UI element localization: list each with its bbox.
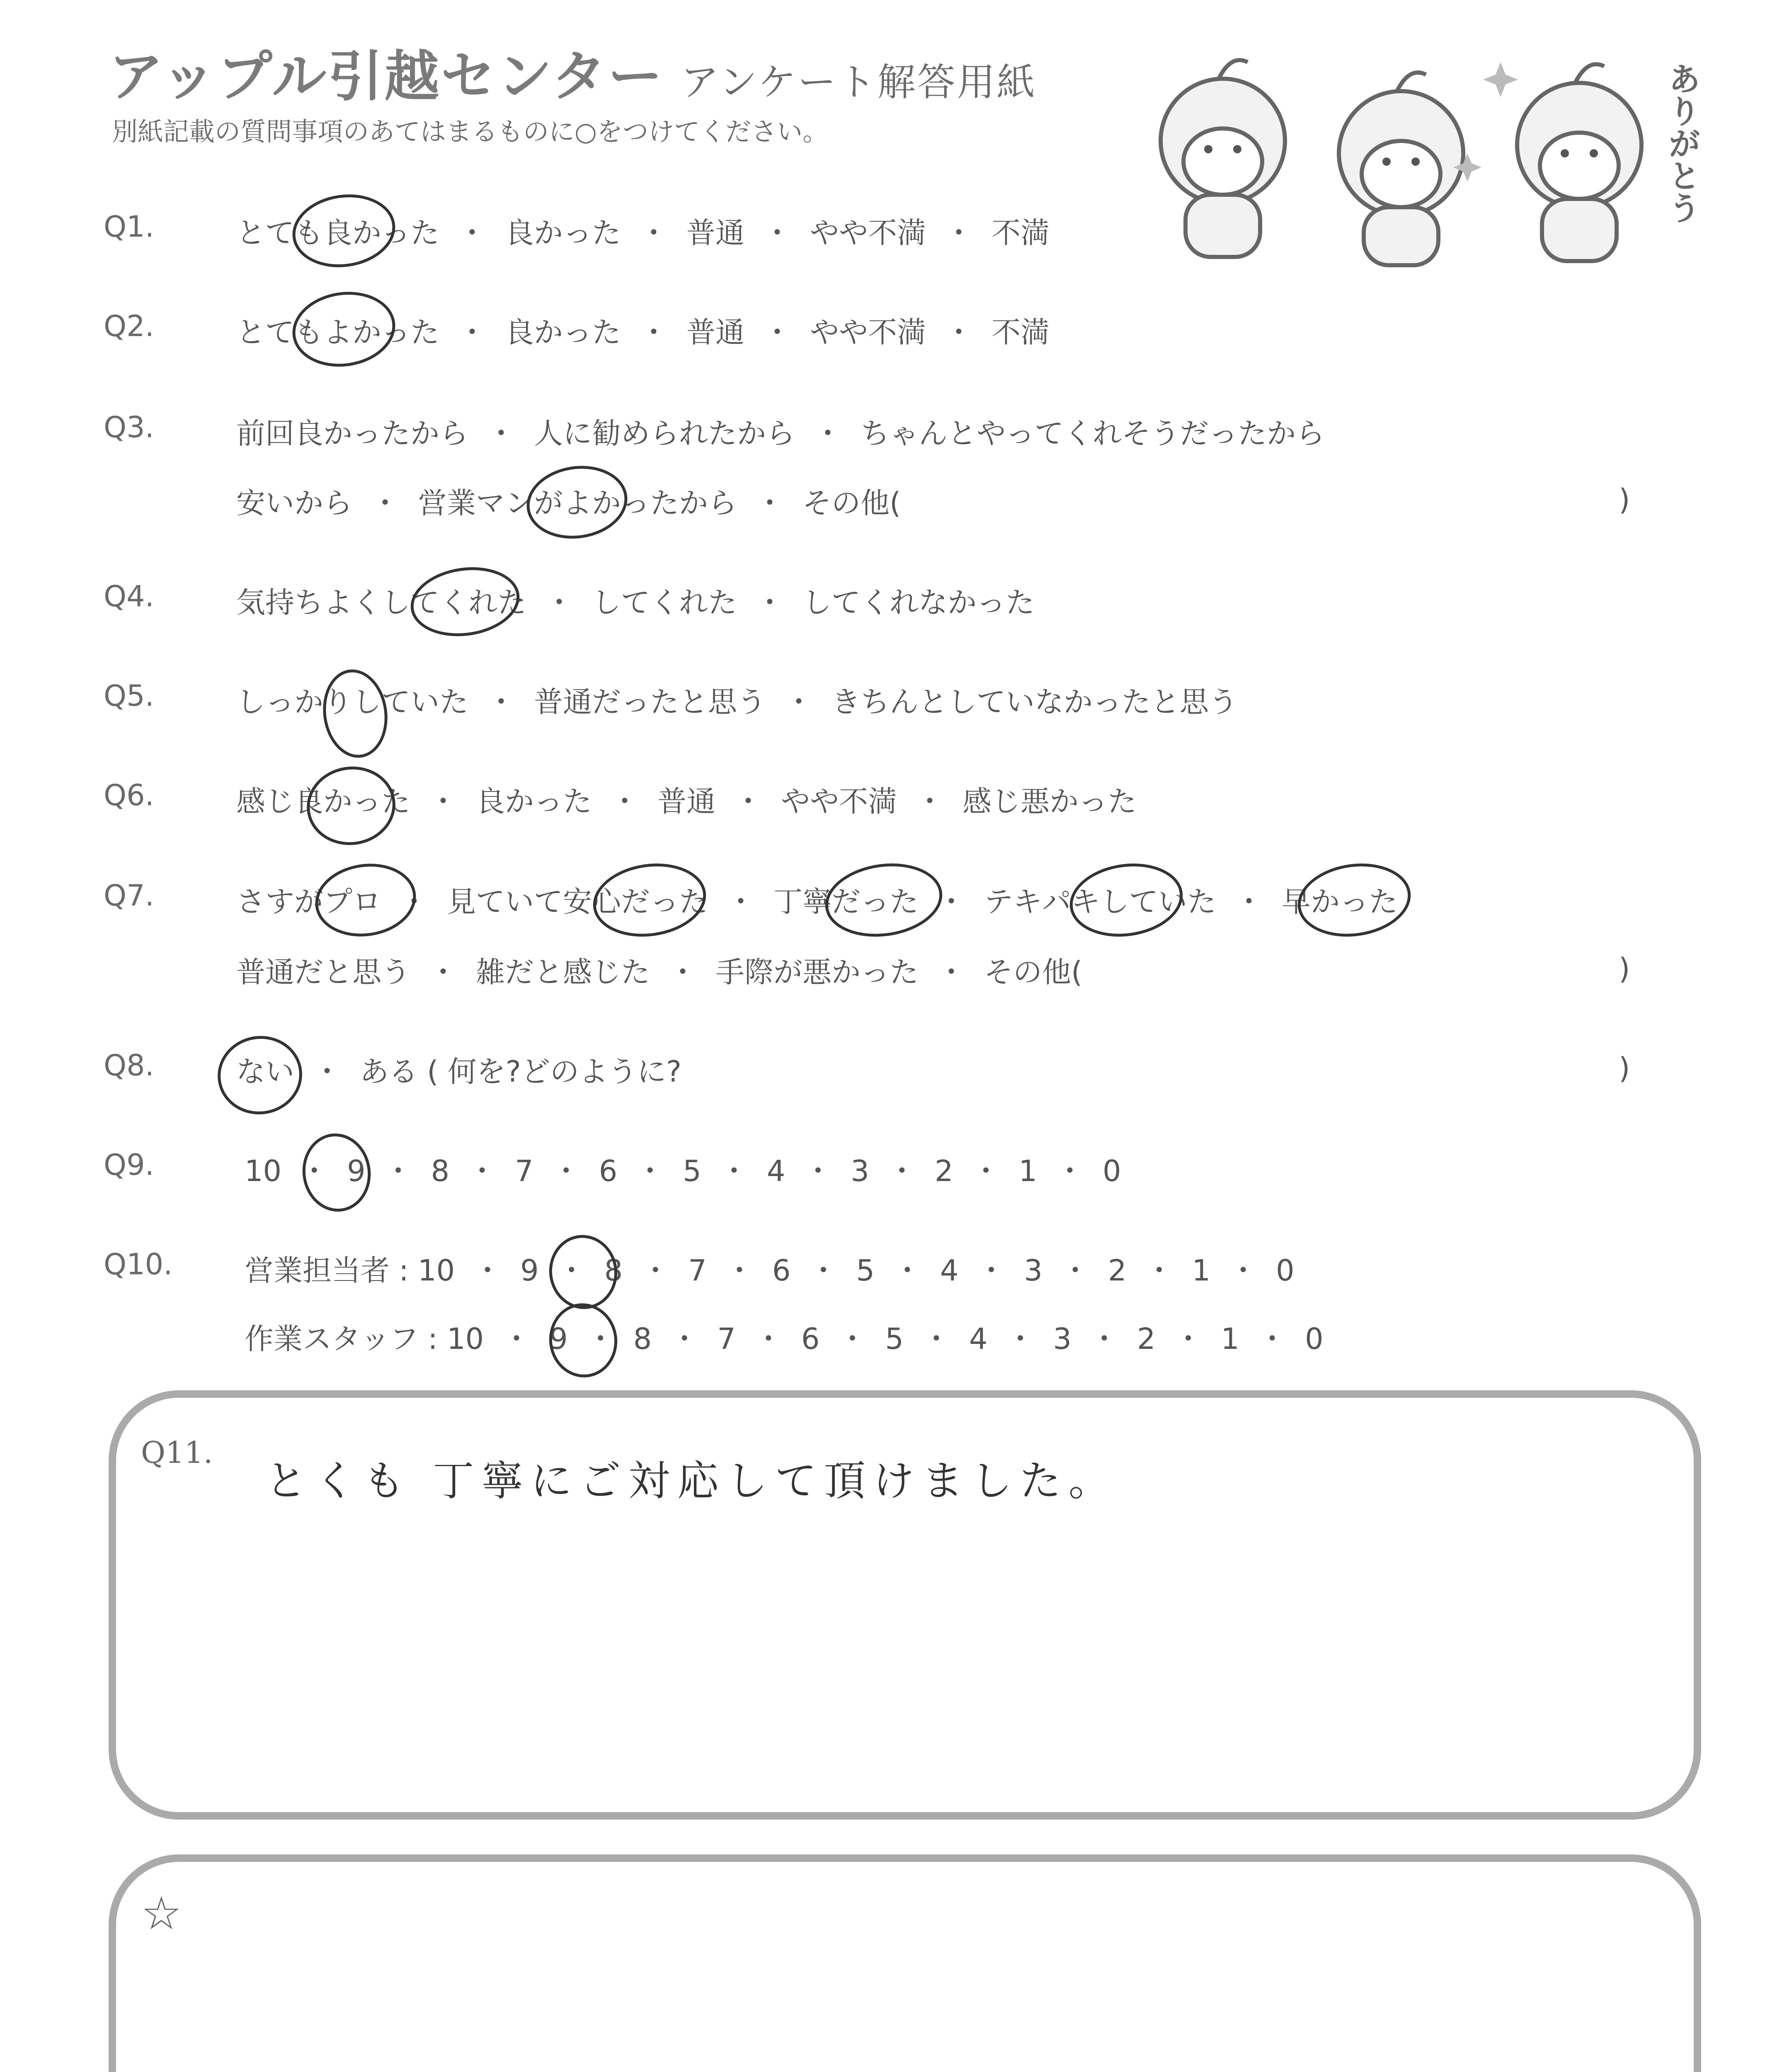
answer-circle-mark — [522, 460, 632, 545]
q5-options: しっかりしていた ・ 普通だったと思う ・ きちんとしていなかったと思う — [236, 685, 1238, 719]
answer-circle-mark — [1293, 857, 1416, 944]
answer-circle-mark — [213, 1031, 307, 1120]
q6-option[interactable]: 感じ悪かった — [963, 784, 1137, 818]
q9-score[interactable]: 7 — [515, 1154, 533, 1188]
q9-score[interactable]: 4 — [766, 1154, 786, 1188]
q3-label: Q3. — [104, 410, 154, 444]
q4-option[interactable]: 気持ちよくしてくれた — [236, 586, 526, 620]
q5-option[interactable]: 普通だったと思う — [534, 685, 766, 719]
form-subtitle: アンケート解答用紙 — [681, 60, 1037, 104]
q3-options-line2: 安いから ・ 営業マンがよかったから ・ その他( — [236, 486, 901, 520]
q1-option[interactable]: とても良かった — [236, 216, 439, 250]
q9-score[interactable]: 1 — [1018, 1154, 1037, 1188]
q1-option[interactable]: 良かった — [505, 216, 621, 250]
q6-option[interactable]: 感じ良かった — [236, 784, 410, 818]
q2-option[interactable]: やや不満 — [810, 315, 926, 349]
q10-staff-score[interactable]: 3 — [1053, 1322, 1072, 1356]
answer-circle-mark — [1065, 857, 1188, 944]
q10-sales-score[interactable]: 8 — [604, 1254, 623, 1288]
free-comment-box[interactable] — [109, 1854, 1701, 2072]
q10-sales-score[interactable]: 5 — [856, 1254, 875, 1288]
q7-option[interactable]: 見ていて安心だった — [447, 885, 708, 919]
q3-option[interactable]: 営業マンがよかったから — [418, 486, 737, 520]
q1-option[interactable]: 不満 — [992, 216, 1050, 250]
form-title — [109, 32, 1037, 111]
q1-options: とても良かった ・ 良かった ・ 普通 ・ やや不満 ・ 不満 — [236, 216, 1050, 250]
q10-staff-score[interactable]: 1 — [1221, 1322, 1240, 1356]
q3-paren-close: ) — [1619, 483, 1630, 517]
q11-label: Q11. — [141, 1435, 213, 1470]
q10-staff-score[interactable]: 0 — [1305, 1322, 1324, 1356]
q4-option[interactable]: してくれた — [592, 586, 737, 620]
q1-option[interactable]: 普通 — [686, 216, 744, 250]
q7-option[interactable]: 丁寧だった — [773, 885, 919, 919]
q10-sales-score[interactable]: 1 — [1192, 1254, 1211, 1288]
q10-staff-prefix[interactable]: 作業スタッフ : 10 — [245, 1322, 484, 1356]
q3-option[interactable]: 前回良かったから — [236, 416, 468, 450]
q10-sales-scale: 営業担当者 : 10 ・ 9 ・ 8 ・ 7 ・ 6 ・ 5 ・ 4 ・ 3 ・ 2 ・ 1 ・ 0 — [245, 1254, 1295, 1288]
q7-option[interactable]: 普通だと思う — [236, 955, 410, 989]
q10-sales-score[interactable]: 2 — [1108, 1254, 1127, 1288]
q2-option[interactable]: 不満 — [992, 315, 1050, 349]
q1-label: Q1. — [104, 210, 154, 244]
answer-circle-mark — [298, 1129, 376, 1216]
answer-circle-mark — [288, 286, 400, 373]
q10-sales-score[interactable]: 9 — [520, 1254, 539, 1288]
answer-circle-mark — [288, 188, 400, 274]
q2-options: とてもよかった ・ 良かった ・ 普通 ・ やや不満 ・ 不満 — [236, 315, 1050, 349]
q5-option[interactable]: きちんとしていなかったと思う — [832, 685, 1238, 719]
arigatou-text: ありがとう — [1663, 62, 1700, 224]
q9-score[interactable]: 6 — [599, 1154, 618, 1188]
q10-sales-score[interactable]: 6 — [772, 1254, 791, 1288]
q10-sales-score[interactable]: 0 — [1276, 1254, 1295, 1288]
q6-options: 感じ良かった ・ 良かった ・ 普通 ・ やや不満 ・ 感じ悪かった — [236, 784, 1137, 818]
star-icon: ☆ — [141, 1887, 182, 1940]
q7-option[interactable]: さすがプロ — [236, 885, 381, 919]
q10-sales-score[interactable]: 3 — [1024, 1254, 1043, 1288]
q3-option[interactable]: 人に勧められたから — [534, 416, 795, 450]
answer-circle-mark — [544, 1230, 622, 1313]
q11-answer-text: とくも 丁寧にご対応して頂けました。 — [265, 1457, 1118, 1505]
q6-option[interactable]: やや不満 — [781, 784, 897, 818]
q2-option[interactable]: とてもよかった — [236, 315, 439, 349]
q4-options: 気持ちよくしてくれた ・ してくれた ・ してくれなかった — [236, 586, 1035, 620]
q7-option[interactable]: 手際が悪かった — [715, 955, 919, 989]
q7-option[interactable]: 雑だと感じた — [476, 955, 650, 989]
q7-label: Q7. — [104, 879, 154, 913]
q11-comment-box[interactable] — [109, 1390, 1701, 1820]
q3-option[interactable]: 安いから — [236, 486, 352, 520]
q10-staff-score[interactable]: 5 — [885, 1322, 904, 1356]
q10-label: Q10. — [104, 1247, 173, 1281]
q9-score[interactable]: 2 — [934, 1154, 953, 1188]
q2-label: Q2. — [104, 309, 154, 343]
q9-score[interactable]: 10 — [245, 1154, 282, 1188]
answer-circle-mark — [820, 856, 947, 944]
q10-staff-score[interactable]: 4 — [969, 1322, 988, 1356]
q3-options-line1: 前回良かったから ・ 人に勧められたから ・ ちゃんとやってくれそうだったから — [236, 416, 1325, 450]
company-name: アップル引越センター — [109, 45, 664, 109]
q10-staff-score[interactable]: 9 — [549, 1322, 568, 1356]
answer-circle-mark — [310, 857, 421, 943]
q7-options-line1: さすがプロ ・ 見ていて安心だった ・ 丁寧だった ・ テキパキしていた ・ 早かった — [236, 885, 1398, 919]
q4-label: Q4. — [104, 579, 154, 613]
q10-staff-score[interactable]: 7 — [717, 1322, 736, 1356]
q10-staff-score[interactable]: 2 — [1137, 1322, 1156, 1356]
answer-circle-mark — [302, 761, 400, 851]
answer-circle-mark — [406, 560, 524, 643]
q9-score[interactable]: 8 — [431, 1154, 450, 1188]
q1-option[interactable]: やや不満 — [810, 216, 926, 250]
q2-option[interactable]: 良かった — [505, 315, 621, 349]
q8-option[interactable]: ある ( 何を?どのように? — [360, 1055, 682, 1089]
q10-sales-prefix[interactable]: 営業担当者 : 10 — [245, 1254, 455, 1288]
q6-option[interactable]: 普通 — [657, 784, 715, 818]
q9-label: Q9. — [104, 1148, 154, 1182]
q5-label: Q5. — [104, 679, 154, 713]
q9-scale: 10 ・ 9 ・ 8 ・ 7 ・ 6 ・ 5 ・ 4 ・ 3 ・ 2 ・ 1 ・ 0 — [245, 1154, 1121, 1188]
q10-staff-score[interactable]: 8 — [633, 1322, 652, 1356]
q7-option[interactable]: 早かった — [1282, 885, 1398, 919]
q7-paren-close: ) — [1619, 952, 1630, 986]
q8-label: Q8. — [104, 1048, 154, 1082]
q8-options: ない ・ ある ( 何を?どのように? — [236, 1055, 682, 1089]
q3-option[interactable]: その他( — [803, 486, 901, 520]
q7-option[interactable]: テキパキしていた — [984, 885, 1216, 919]
q6-label: Q6. — [104, 778, 154, 812]
q2-option[interactable]: 普通 — [686, 315, 744, 349]
q4-option[interactable]: してくれなかった — [803, 586, 1035, 620]
q6-option[interactable]: 良かった — [476, 784, 592, 818]
monkey-mascots-illustration — [1127, 37, 1691, 269]
answer-circle-mark — [588, 857, 711, 944]
q9-score[interactable]: 9 — [347, 1154, 366, 1188]
q7-options-line2: 普通だと思う ・ 雑だと感じた ・ 手際が悪かった ・ その他( — [236, 955, 1083, 989]
q10-sales-score[interactable]: 4 — [940, 1254, 959, 1288]
q8-paren-close: ) — [1619, 1051, 1630, 1085]
q9-score[interactable]: 0 — [1103, 1154, 1121, 1188]
q9-score[interactable]: 5 — [683, 1154, 701, 1188]
q7-option[interactable]: その他( — [984, 955, 1083, 989]
q5-option[interactable]: しっかりしていた — [236, 685, 468, 719]
instruction-text: 別紙記載の質問事項のあてはまるものに○をつけてください。 — [112, 116, 829, 147]
q9-score[interactable]: 3 — [851, 1154, 869, 1188]
q10-sales-score[interactable]: 7 — [688, 1254, 707, 1288]
answer-circle-mark — [544, 1299, 622, 1382]
q3-option[interactable]: ちゃんとやってくれそうだったから — [861, 416, 1325, 450]
q10-staff-scale: 作業スタッフ : 10 ・ 9 ・ 8 ・ 7 ・ 6 ・ 5 ・ 4 ・ 3 ・ 2 ・ 1 ・ 0 — [245, 1322, 1324, 1356]
q10-staff-score[interactable]: 6 — [801, 1322, 820, 1356]
q8-option[interactable]: ない — [236, 1055, 294, 1089]
